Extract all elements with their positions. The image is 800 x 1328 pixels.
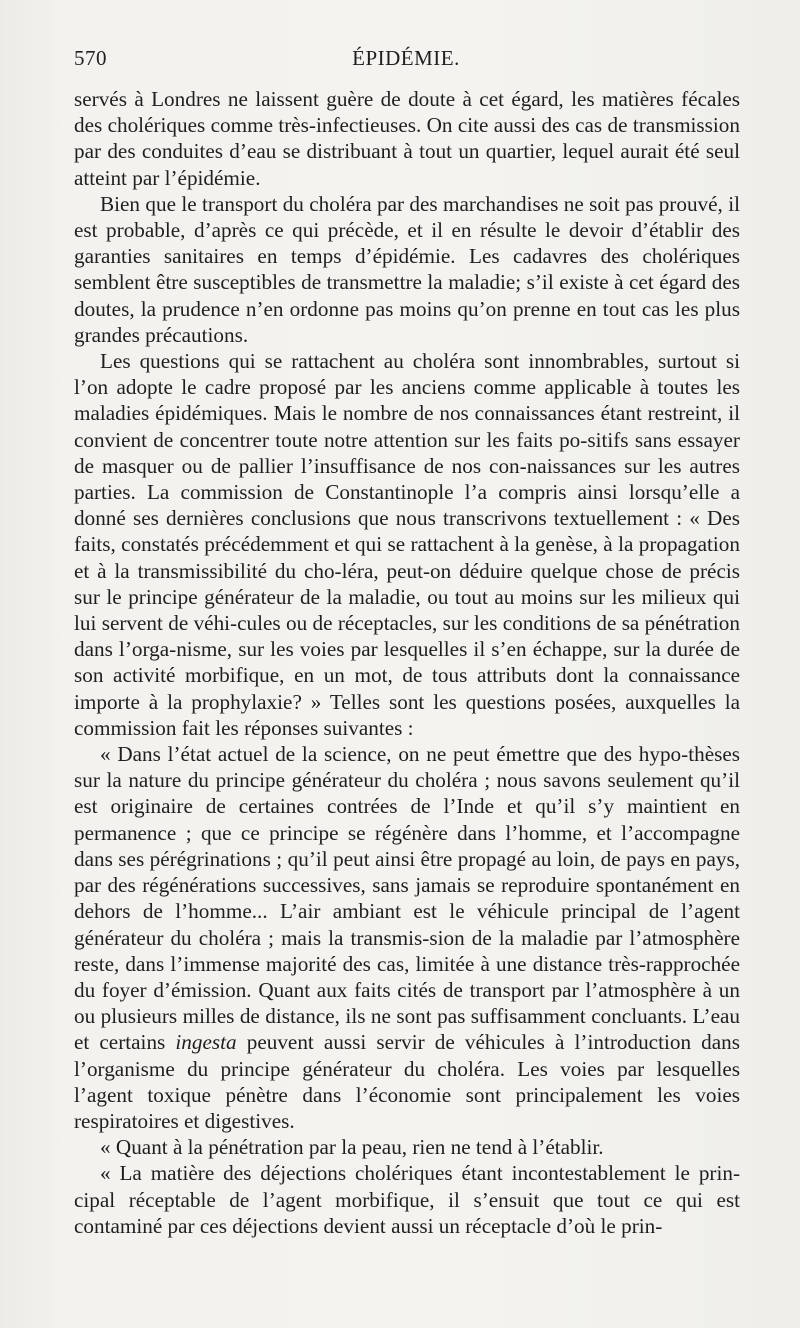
paragraph-continued: servés à Londres ne laissent guère de doute à cet égard, les matières fécales des cholériques comme très-infectieuses. On cite aussi des cas de transmission par des conduites d’eau se distribuant à tout un quartier, lequel aurait été seul atteint par l’épidémie. xyxy=(74,87,740,190)
italic-term: ingesta xyxy=(175,1030,237,1055)
paragraph-transport: Bien que le transport du choléra par des marchandises ne soit pas prouvé, il est probable, d’après ce qui précède, et il en résulte le devoir d’établir des garanties sanitaires en temps d’épidémie. Les cadavres des cholériques semblent être susceptibles de transmettre la maladie; s’il existe à cet égard des doutes, la prudence n’en ordonne pas moins qu’on prenne en tout cas les plus grandes précautions. xyxy=(74,191,740,347)
page-header xyxy=(74,46,738,76)
paragraph-quote-dejections: « La matière des déjections cholériques étant incontestablement le prin-cipal réceptable de l’agent morbifique, il s’ensuit que tout ce qui est contaminé par ces déjections devient aussi un réceptacle d’où le prin- xyxy=(74,1161,740,1238)
running-title: ÉPIDÉMIE. xyxy=(352,46,460,70)
paragraph-quote-state-of-science: « Dans l’état actuel de la science, on ne peut émettre que des hypo-thèses sur la nature du principe générateur du choléra ; nous savons seulement qu’il est originaire de certaines contrées de l’Inde et qu’il s’y maintient en permanence ; que ce principe se régénère dans l’homme, et l’accompagne dans ses pérégrinations ; qu’il peut ainsi être propagé au loin, de pays en pays, par des régénérations successives, sans jamais se reproduire spontanément en dehors de l’homme... L’air ambiant est le véhicule principal de l’agent générateur du choléra ; mais la transmis-sion de la maladie par l’atmosphère reste, dans l’immense majorité des cas, limitée à une distance très-rapprochée du foyer d’émission. Quant aux faits cités de transport par l’atmosphère à un ou plusieurs milles de distance, ils ne sont pas suffisamment concluants. L’eau et certains ingesta peuvent aussi servir de véhicules à l’introduction dans l’organisme du principe générateur du choléra. Les voies par lesquelles l’agent toxique pénètre dans l’économie sont principalement les voies respiratoires et digestives. xyxy=(74,742,740,1133)
page-number: 570 xyxy=(74,46,107,70)
paragraph-questions: Les questions qui se rattachent au choléra sont innombrables, surtout si l’on adopte le cadre proposé par les anciens comme applicable à toutes les maladies épidémiques. Mais le nombre de nos connaissances étant restreint, il convient de concentrer toute notre attention sur les faits po-sitifs sans essayer de masquer ou de pallier l’insuffisance de nos con-naissances sur les autres parties. La commission de Constantinople l’a compris ainsi lorsqu’elle a donné ses dernières conclusions que nous transcrivons textuellement : « Des faits, constatés précédemment et qui se rattachent à la genèse, à la propagation et à la transmissibilité du cho-léra, peut-on déduire quelque chose de précis sur le principe générateur de la maladie, ou tout au moins sur les milieux qui lui servent de véhi-cules ou de réceptacles, sur les conditions de sa pénétration dans l’orga-nisme, sur les voies par lesquelles il s’en échappe, sur la durée de son activité morbifique, en un mot, de tous attributs dont la connaissance importe à la prophylaxie? » Telles sont les questions posées, auxquelles la commission fait les réponses suivantes : xyxy=(74,349,740,740)
body-text xyxy=(74,86,740,1239)
paragraph-quote-skin: « Quant à la pénétration par la peau, rien ne tend à l’établir. xyxy=(100,1135,604,1160)
